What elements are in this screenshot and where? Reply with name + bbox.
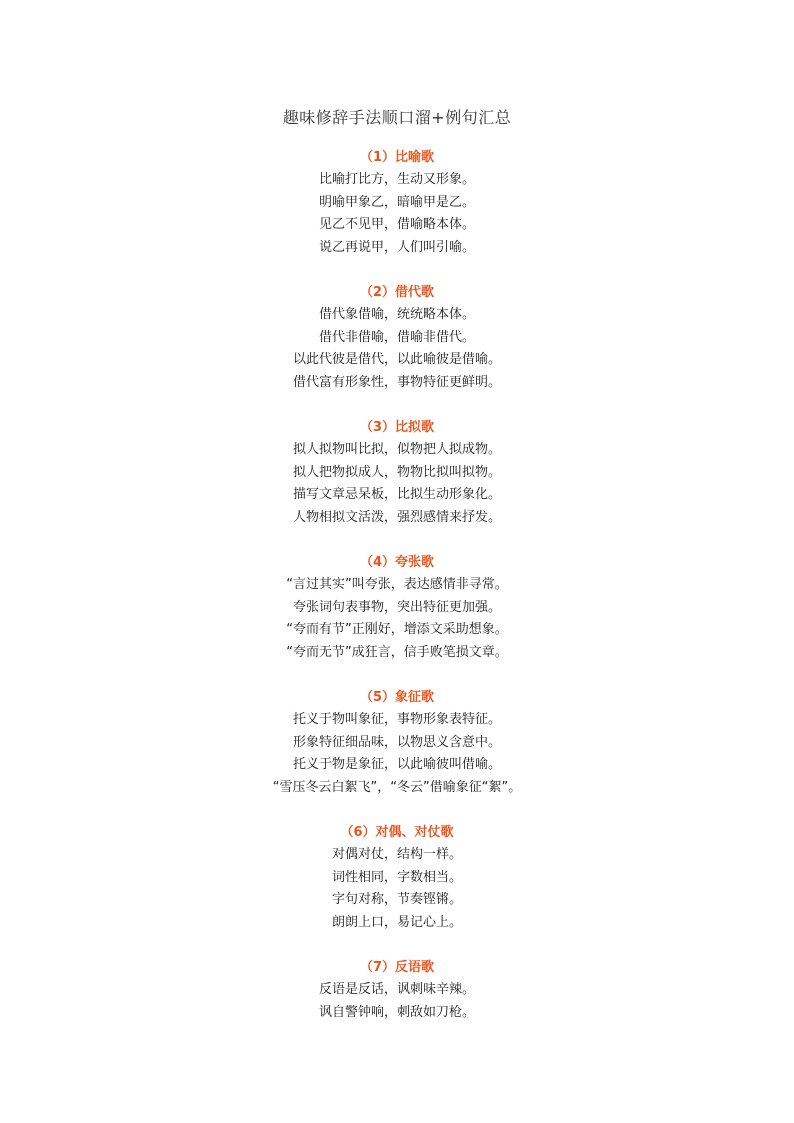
section-heading: （4）夸张歌 — [359, 555, 435, 570]
verse-line: “夸而有节”正刚好，增添文采助想象。 — [286, 622, 508, 637]
verse-line: 形象特征细品味，以物思义含意中。 — [292, 734, 501, 750]
section-heading: （6）对偶、对仗歌 — [340, 825, 454, 840]
verse-line: 描写文章忌呆板，比拟生动形象化。 — [292, 487, 501, 502]
verse-line: “雪压冬云白絮飞”，“冬云”借喻象征“絮”。 — [272, 779, 522, 795]
verse-line: 借代非借喻，借喻非借代。 — [318, 329, 475, 345]
verse-line: 借代象借喻，统统略本体。 — [318, 307, 475, 322]
document-title: 趣味修辞手法顺口溜+例句汇总 — [282, 108, 512, 127]
verse-line: 托义于物是象征，以此喻彼叫借喻。 — [292, 757, 501, 772]
section-hyperbole — [0, 552, 794, 664]
verse-line: 托义于物叫象征，事物形象表特征。 — [292, 712, 501, 727]
verse-line: 人物相拟文活泼，强烈感情来抒发。 — [292, 509, 501, 525]
verse-line: “夸而无节”成狂言，信手败笔损文章。 — [286, 644, 508, 660]
verse-line: 以此代彼是借代，以此喻彼是借喻。 — [292, 352, 501, 367]
section-heading: （3）比拟歌 — [359, 420, 435, 435]
verse-line: 说乙再说甲，人们叫引喻。 — [318, 239, 475, 255]
section-personification — [0, 417, 794, 529]
section-metaphor — [0, 147, 794, 259]
section-metonymy — [0, 282, 794, 394]
verse-line: 对偶对仗，结构一样。 — [331, 847, 462, 862]
verse-line: 夸张词句表事物，突出特征更加强。 — [292, 599, 501, 615]
section-heading: （7）反语歌 — [359, 960, 435, 975]
section-heading: （5）象征歌 — [359, 690, 435, 705]
section-heading: （2）借代歌 — [359, 285, 435, 300]
verse-line: 朗朗上口，易记心上。 — [331, 914, 462, 930]
verse-line: 反语是反话，讽刺味辛辣。 — [318, 982, 475, 997]
section-symbolism — [0, 687, 794, 799]
verse-line: “言过其实”叫夸张，表达感情非寻常。 — [286, 577, 508, 592]
verse-line: 比喻打比方，生动又形象。 — [318, 172, 475, 187]
verse-line: 讽自警钟响，刺敌如刀枪。 — [318, 1004, 475, 1020]
verse-line: 拟人把物拟成人，物物比拟叫拟物。 — [292, 464, 501, 480]
verse-line: 字句对称，节奏铿锵。 — [331, 892, 462, 907]
section-heading: （1）比喻歌 — [359, 150, 435, 165]
section-antithesis — [0, 822, 794, 934]
verse-line: 见乙不见甲，借喻略本体。 — [318, 217, 475, 232]
verse-line: 拟人拟物叫比拟，似物把人拟成物。 — [292, 442, 501, 457]
verse-line: 借代富有形象性，事物特征更鲜明。 — [292, 374, 501, 390]
verse-line: 词性相同，字数相当。 — [331, 869, 462, 885]
section-irony — [0, 957, 794, 1024]
verse-line: 明喻甲象乙，暗喻甲是乙。 — [318, 194, 475, 210]
